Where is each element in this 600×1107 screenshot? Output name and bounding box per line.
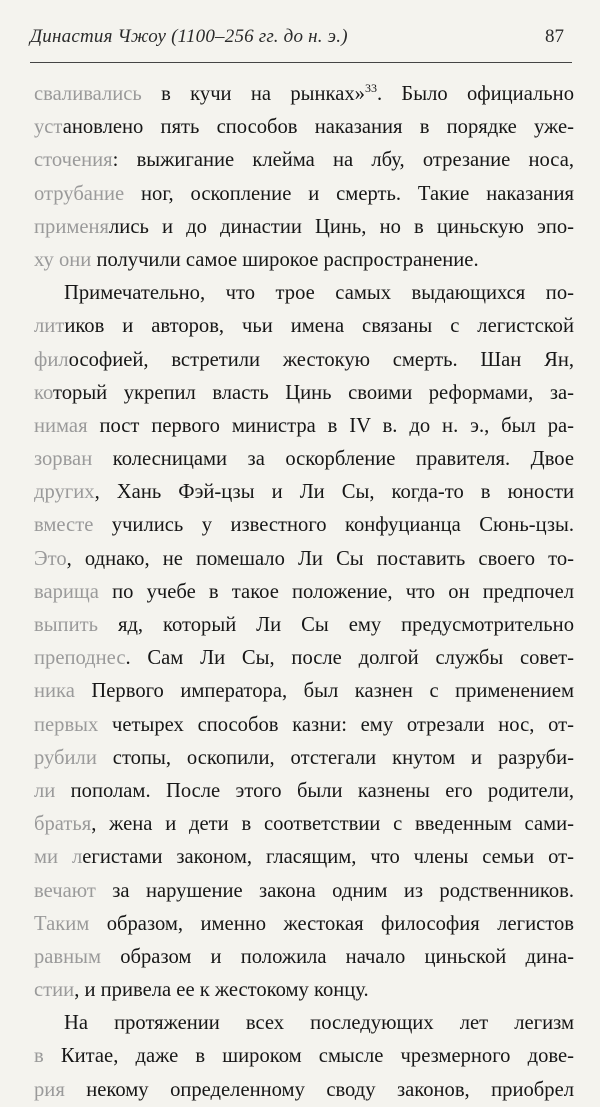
text-line — [34, 941, 574, 974]
faded-text: первых — [34, 713, 99, 736]
line-text: пополам. После этого были казнены его родители, — [55, 779, 574, 802]
line-text: некому определенному своду законов, приобрел — [64, 1078, 574, 1101]
running-head: Династия Чжоу (1100–256 гг. до н. э.) — [30, 26, 348, 47]
text-line — [34, 277, 574, 310]
header-rule — [30, 62, 572, 63]
faded-text: отрубание — [34, 182, 125, 205]
text-line — [34, 178, 574, 211]
line-text: егистами законом, гласящим, что члены семьи от- — [82, 846, 574, 869]
text-line — [34, 211, 574, 244]
line-text: ног, оскопление и смерть. Такие наказания — [124, 182, 574, 205]
line-text: : выжигание клейма на лбу, отрезание носа, — [112, 149, 574, 172]
line-text: ософией, встретили жестокую смерть. Шан Ян, — [68, 348, 574, 371]
line-text: получили самое широкое распространение. — [91, 248, 479, 271]
faded-text: зорван — [34, 448, 93, 471]
text-line — [34, 742, 574, 775]
text-line — [34, 144, 574, 177]
faded-text: равным — [34, 945, 102, 968]
page-header — [0, 26, 600, 54]
line-text: за нарушение закона одним из родственников. — [95, 879, 574, 902]
faded-text: других — [34, 481, 95, 504]
line-text: четырех способов казни: ему отрезали нос, от- — [98, 713, 574, 736]
faded-text: преподнес — [34, 647, 126, 670]
faded-text: в — [34, 1045, 44, 1068]
line-text: стопы, оскопили, отстегали кнутом и разруби- — [96, 746, 574, 769]
line-text: Китае, даже в широком смысле чрезмерного дове- — [43, 1045, 574, 1068]
text-line — [34, 410, 574, 443]
text-line — [34, 908, 574, 941]
faded-text: лит — [34, 315, 65, 338]
line-text: колесницами за оскорбление правителя. Двое — [92, 448, 574, 471]
line-text: учились у известного конфуцианца Сюнь-цзы. — [93, 514, 574, 537]
faded-text: ми л — [34, 846, 83, 869]
text-line — [34, 609, 574, 642]
line-text: На протяжении всех последующих лет легизм — [64, 1012, 574, 1035]
faded-text: сточения — [34, 149, 113, 172]
line-text: яд, который Ли Сы ему предусмотрительно — [98, 614, 574, 636]
line-text: иков и авторов, чьи имена связаны с легистской — [64, 315, 574, 338]
line-text: Примечательно, что трое самых выдающихся по- — [64, 282, 574, 305]
faded-text: стии — [34, 979, 75, 1002]
text-line — [34, 244, 574, 277]
line-text: , однако, не помешало Ли Сы поставить своего то- — [66, 547, 574, 570]
faded-text: вечают — [34, 879, 96, 902]
footnote-ref: 33 — [364, 81, 377, 96]
text-line — [34, 576, 574, 609]
line-text: , жена и дети в соответствии с введенным сами- — [91, 813, 574, 836]
line-text: торый укрепил власть Цинь своими реформами, за- — [53, 381, 574, 404]
text-line — [34, 974, 574, 1007]
faded-text: ко — [34, 381, 53, 404]
text-line — [34, 642, 574, 675]
text-line — [34, 344, 574, 377]
text-line — [34, 543, 574, 576]
text-line — [34, 443, 574, 476]
text-line — [34, 78, 574, 111]
text-line — [34, 1007, 574, 1040]
line-text: Первого императора, был казнен с применением — [74, 680, 574, 703]
faded-text: Таким — [34, 912, 90, 935]
text-line — [34, 775, 574, 808]
text-line — [34, 476, 574, 509]
text-line — [34, 509, 574, 542]
text-line — [34, 377, 574, 410]
faded-text: нимая — [34, 414, 88, 437]
faded-text: вместе — [34, 514, 94, 537]
faded-text: ника — [34, 680, 75, 703]
line-text-after: . Было официально — [376, 83, 574, 105]
faded-text: рия — [34, 1078, 65, 1101]
line-text: , Хань Фэй-цзы и Ли Сы, когда-то в юности — [94, 481, 574, 504]
line-text: по учебе в такое положение, что он предпочел — [98, 580, 574, 603]
faded-text: уст — [34, 116, 63, 139]
line-text: пост первого министра в IV в. до н. э., был ра- — [87, 414, 574, 437]
line-text: . Сам Ли Сы, после долгой службы совет- — [125, 647, 574, 670]
faded-text: ли — [34, 779, 56, 802]
faded-text: сваливались — [34, 83, 142, 105]
line-text: образом, именно жестокая философия легистов — [89, 912, 574, 935]
text-line — [34, 1074, 574, 1107]
faded-text: рубили — [34, 746, 97, 769]
text-line — [34, 875, 574, 908]
page-number: 87 — [545, 26, 564, 47]
faded-text: братья — [34, 813, 92, 836]
faded-text: фил — [34, 348, 69, 371]
text-line — [34, 841, 574, 874]
text-line — [34, 808, 574, 841]
faded-text: варища — [34, 580, 99, 603]
line-text: лись и до династии Цинь, но в циньскую эпо- — [109, 215, 574, 238]
text-line — [34, 310, 574, 343]
text-line — [34, 675, 574, 708]
faded-text: применя — [34, 215, 110, 238]
line-text: , и привела ее к жестокому концу. — [74, 979, 369, 1002]
faded-text: выпить — [34, 614, 98, 636]
faded-text: ху они — [34, 248, 92, 271]
text-line — [34, 709, 574, 742]
line-text: ановлено пять способов наказания в порядке уже- — [62, 116, 574, 139]
body-text — [34, 78, 574, 1107]
line-text: в кучи на рынках» — [141, 83, 365, 105]
text-line — [34, 111, 574, 144]
text-line — [34, 1040, 574, 1073]
faded-text: Это — [34, 547, 67, 570]
line-text: образом и положила начало циньской дина- — [101, 945, 574, 968]
